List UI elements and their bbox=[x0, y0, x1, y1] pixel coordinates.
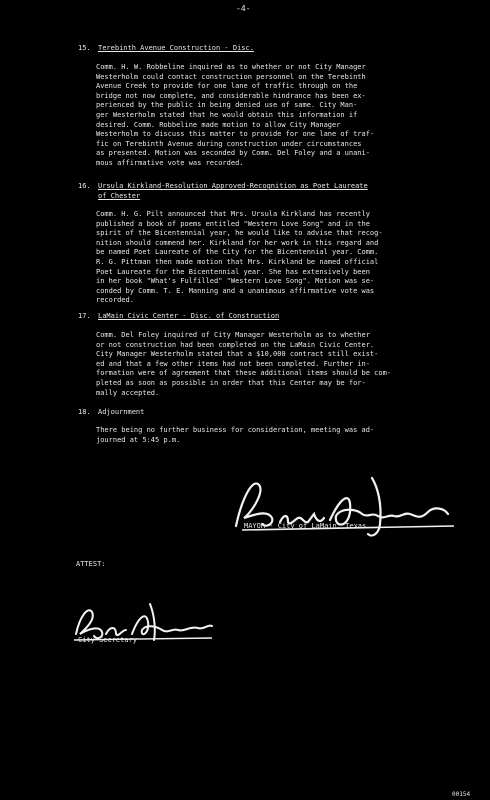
body-line: Comm. Del Foley inquired of City Manager Westerholm as to whether bbox=[96, 331, 370, 339]
item-17-body bbox=[96, 331, 442, 398]
item-heading: Ursula Kirkland-Resolution Approved-Recognition as Poet Laureate bbox=[98, 182, 368, 190]
body-line: ed and that a few other items had not been completed. Further in- bbox=[96, 359, 370, 368]
mayor-caption: MAYOR - City of LaMain, Texas bbox=[244, 522, 367, 530]
body-line: R. G. Pittman then made motion that Mrs. Kirkland be named official bbox=[96, 257, 379, 266]
body-line: mally accepted. bbox=[96, 388, 160, 397]
mayor-signature bbox=[222, 468, 462, 548]
body-line: perienced by the public in being denied use of same. City Man- bbox=[96, 101, 358, 110]
page-number: -4- bbox=[236, 4, 251, 13]
body-line: Comm. H. W. Robbeline inquired as to whether or not City Manager bbox=[96, 63, 366, 71]
body-line: or not construction had been completed on the LaMain Civic Center. bbox=[96, 340, 375, 349]
item-number: 17. bbox=[78, 312, 91, 320]
item-number: 16. bbox=[78, 182, 91, 190]
body-line: Westerholm could contact construction personnel on the Terebinth bbox=[96, 72, 366, 81]
body-line: journed at 5:45 p.m. bbox=[96, 435, 181, 444]
clerk-caption: City Secretary bbox=[78, 636, 138, 644]
footer-page-mark: 00154 bbox=[452, 791, 471, 798]
item-number: 15. bbox=[78, 44, 91, 52]
body-line: ger Westerholm stated that he would obtain this information if bbox=[96, 110, 358, 119]
body-line: desired. Comm. Robbeline made motion to allow City Manager bbox=[96, 120, 341, 129]
body-line: There being no further business for consideration, meeting was ad- bbox=[96, 426, 375, 434]
body-line: Westerholm to discuss this matter to provide for one lane of traf- bbox=[96, 130, 375, 139]
item-18-body bbox=[96, 426, 442, 445]
item-heading: LaMain Civic Center - Disc. of Construction bbox=[98, 312, 280, 320]
body-line: nition should commend her. Kirkland for her work in this regard and bbox=[96, 238, 379, 247]
body-line: formation were of agreement that these additional items should be com- bbox=[96, 369, 392, 378]
body-line: published a book of poems entitled "Western Love Song" and in the bbox=[96, 219, 370, 228]
body-line: fic on Terebinth Avenue during construction under circumstances bbox=[96, 139, 362, 148]
body-line: mous affirmative vote was recorded. bbox=[96, 158, 244, 167]
body-line: spirit of the Bicentennial year, he would like to advise that recog- bbox=[96, 229, 383, 238]
item-heading: Adjournment bbox=[98, 408, 145, 416]
body-line: Poet Laureate for the Bicentennial year. She has extensively been bbox=[96, 267, 370, 276]
body-line: as presented. Motion was seconded by Comm. Del Foley and a unani- bbox=[96, 149, 370, 158]
body-line: Avenue Creek to provide for one lane of traffic through on the bbox=[96, 82, 358, 91]
item-16-body bbox=[96, 210, 442, 306]
body-line: Comm. H. G. Pilt announced that Mrs. Ursula Kirkland has recently bbox=[96, 210, 370, 218]
item-15-body bbox=[96, 63, 442, 169]
item-heading-continued: of Chester bbox=[98, 192, 141, 200]
body-line: recorded. bbox=[96, 296, 134, 305]
body-line: pleted as soon as possible in order that this Center may be for- bbox=[96, 378, 366, 387]
item-number: 18. bbox=[78, 408, 91, 416]
body-line: bridge not now complete, and considerable hindrance has been ex- bbox=[96, 91, 366, 100]
body-line: be named Poet Laureate of the City for the Bicentennial year. Comm. bbox=[96, 248, 379, 257]
item-heading: Terebinth Avenue Construction - Disc. bbox=[98, 44, 254, 52]
attest-label: ATTEST: bbox=[76, 560, 106, 568]
body-line: conded by Comm. T. E. Manning and a unanimous affirmative vote was bbox=[96, 286, 375, 295]
body-line: in her book "What's Fulfilled" "Western Love Song". Motion was se- bbox=[96, 277, 375, 286]
body-line: City Manager Westerholm stated that a $10,000 contract still exist- bbox=[96, 350, 379, 359]
